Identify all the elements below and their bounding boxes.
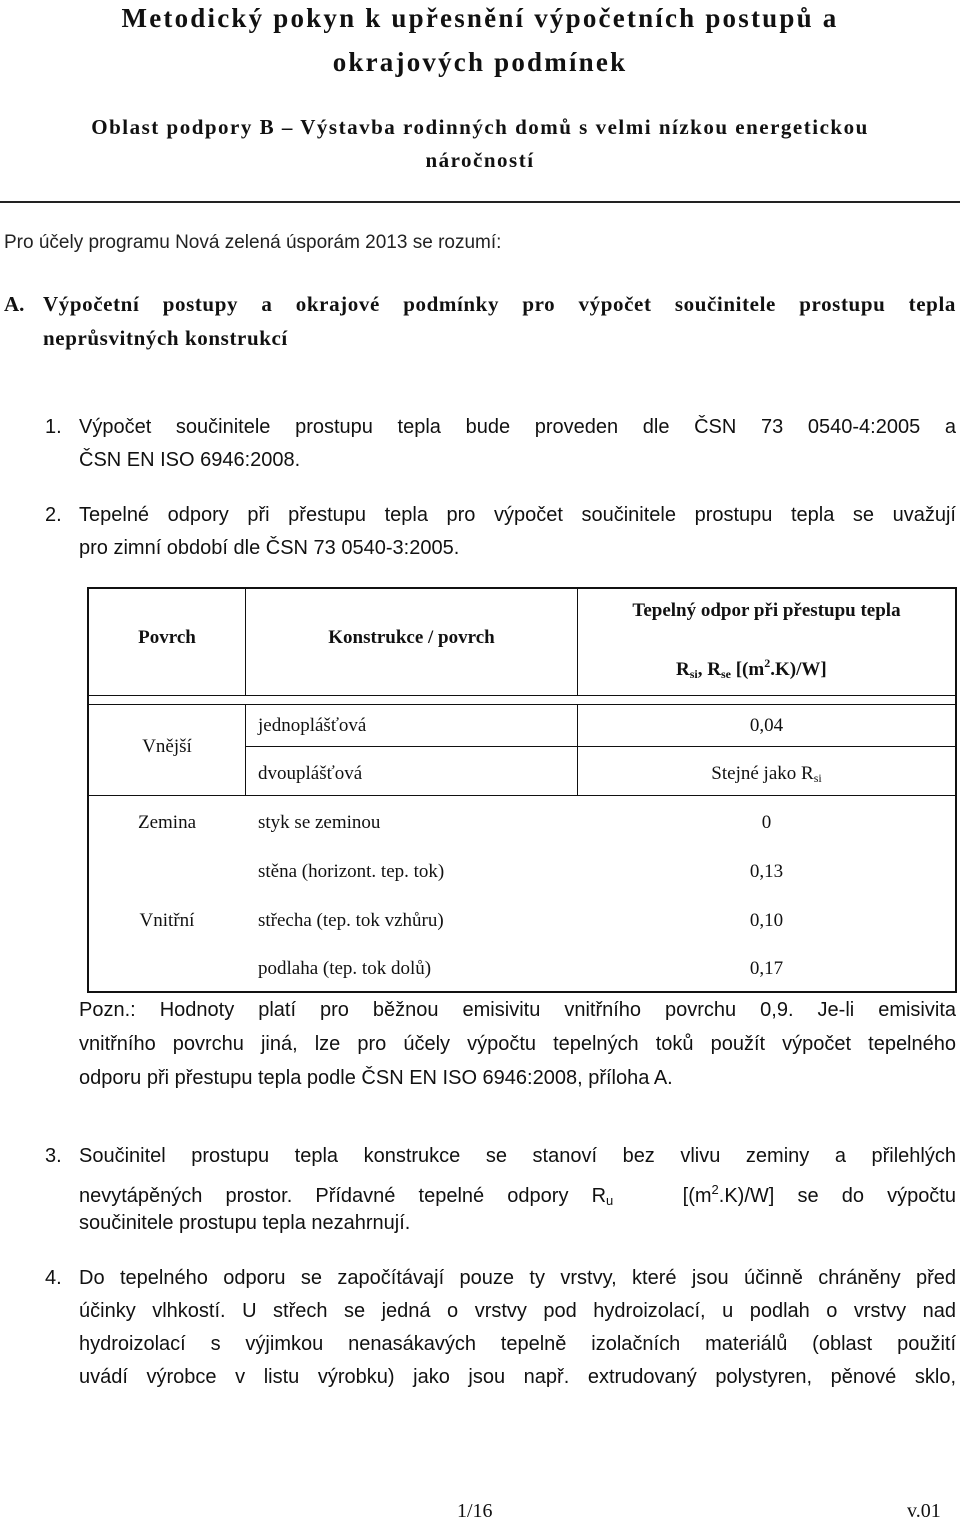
resistance-value: 0	[761, 812, 772, 833]
column-header-resistance: Tepelný odpor při přestupu tepla	[632, 600, 901, 621]
column-header-surface: Povrch	[138, 627, 196, 648]
item3-line3: součinitele prostupu tepla nezahrnují.	[79, 1212, 411, 1234]
item4-number: 4.	[45, 1267, 62, 1289]
item2-line2: pro zimní období dle ČSN 73 0540-3:2005.	[79, 537, 460, 559]
item2-number: 2.	[45, 504, 62, 526]
page-number: 1/16	[457, 1500, 493, 1522]
table-divider	[245, 705, 246, 795]
document-title-line1: Metodický pokyn k upřesnění výpočetních postupů a	[121, 3, 839, 33]
construction-cell: stěna (horizont. tep. tok)	[258, 861, 445, 882]
section-a-heading-line1: Výpočetní postupy a okrajové podmínky pro výpočet součinitele prostupu tepla	[43, 292, 956, 316]
version-label: v.01	[907, 1500, 941, 1522]
item3-line1: Součinitel prostupu tepla konstrukce se stanoví bez vlivu zeminy a přilehlých	[79, 1145, 956, 1167]
table-border-right	[955, 587, 957, 993]
table-divider	[87, 704, 957, 705]
note-line2: vnitřního povrchu jiná, lze pro účely výpočtu tepelných toků použít výpočet tepelného	[79, 1033, 956, 1055]
table-divider	[87, 695, 957, 696]
item4-line2: účinky vlhkostí. U střech se jedná o vrstvy pod hydroizolací, u podlah o vrstvy nad	[79, 1300, 956, 1322]
intro-text: Pro účely programu Nová zelená úsporám 2013 se rozumí:	[4, 232, 502, 253]
construction-cell: dvouplášťová	[258, 763, 363, 784]
document-subtitle-line2: náročností	[425, 148, 535, 172]
table-border-top	[87, 587, 957, 589]
item4-line4: uvádí výrobce v listu výrobku) jako jsou např. extrudovaný polystyren, pěnové sklo,	[79, 1366, 956, 1388]
resistance-value: Stejné jako $R_{si}$	[711, 763, 822, 785]
item3-line2: nevytápěných prostor. Přídavné tepelné odpory $R_u$ $[(m^2.K)/W]$ se do výpočtu	[79, 1182, 956, 1208]
surface-interior: Vnitřní	[139, 910, 195, 931]
surface-exterior: Vnější	[142, 736, 192, 757]
item1-number: 1.	[45, 416, 62, 438]
resistance-value: 0,17	[749, 958, 784, 979]
column-header-construction: Konstrukce / povrch	[328, 627, 495, 648]
header-divider	[0, 201, 960, 203]
column-header-resistance-unit: $R_{si}$, $R_{se}$ $[(m^2.K)/W]$	[676, 656, 827, 681]
section-a-heading-line2: neprůsvitných konstrukcí	[43, 326, 288, 350]
table-divider	[246, 746, 956, 747]
item2-line1: Tepelné odpory při přestupu tepla pro výpočet součinitele prostupu tepla se uvažují	[79, 504, 956, 526]
resistance-value: 0,10	[749, 910, 784, 931]
note-line1: Pozn.: Hodnoty platí pro běžnou emisivitu vnitřního povrchu 0,9. Je-li emisivita	[79, 999, 956, 1021]
surface-soil: Zemina	[137, 812, 197, 833]
note-line3: odporu při přestupu tepla podle ČSN EN ISO 6946:2008, příloha A.	[79, 1067, 673, 1089]
section-a-label: A.	[4, 292, 25, 316]
item4-line3: hydroizolací s výjimkou nenasákavých tepelně izolačních materiálů (oblast použití	[79, 1333, 956, 1355]
document-subtitle-line1: Oblast podpory B – Výstavba rodinných domů s velmi nízkou energetickou	[91, 115, 869, 139]
construction-cell: styk se zeminou	[258, 812, 381, 833]
item3-number: 3.	[45, 1145, 62, 1167]
item1-line2: ČSN EN ISO 6946:2008.	[79, 449, 301, 471]
item1-line1: Výpočet součinitele prostupu tepla bude proveden dle ČSN 73 0540-4:2005 a	[79, 416, 956, 438]
resistance-value: 0,13	[749, 861, 784, 882]
table-divider	[87, 795, 957, 796]
construction-cell: jednoplášťová	[258, 715, 367, 736]
construction-cell: střecha (tep. tok vzhůru)	[258, 910, 444, 931]
construction-cell: podlaha (tep. tok dolů)	[258, 958, 432, 979]
resistance-value: 0,04	[749, 715, 784, 736]
document-title-line2: okrajových podmínek	[332, 47, 628, 77]
item4-line1: Do tepelného odporu se započítávají pouze ty vrstvy, které jsou účinně chráněny před	[79, 1267, 956, 1289]
